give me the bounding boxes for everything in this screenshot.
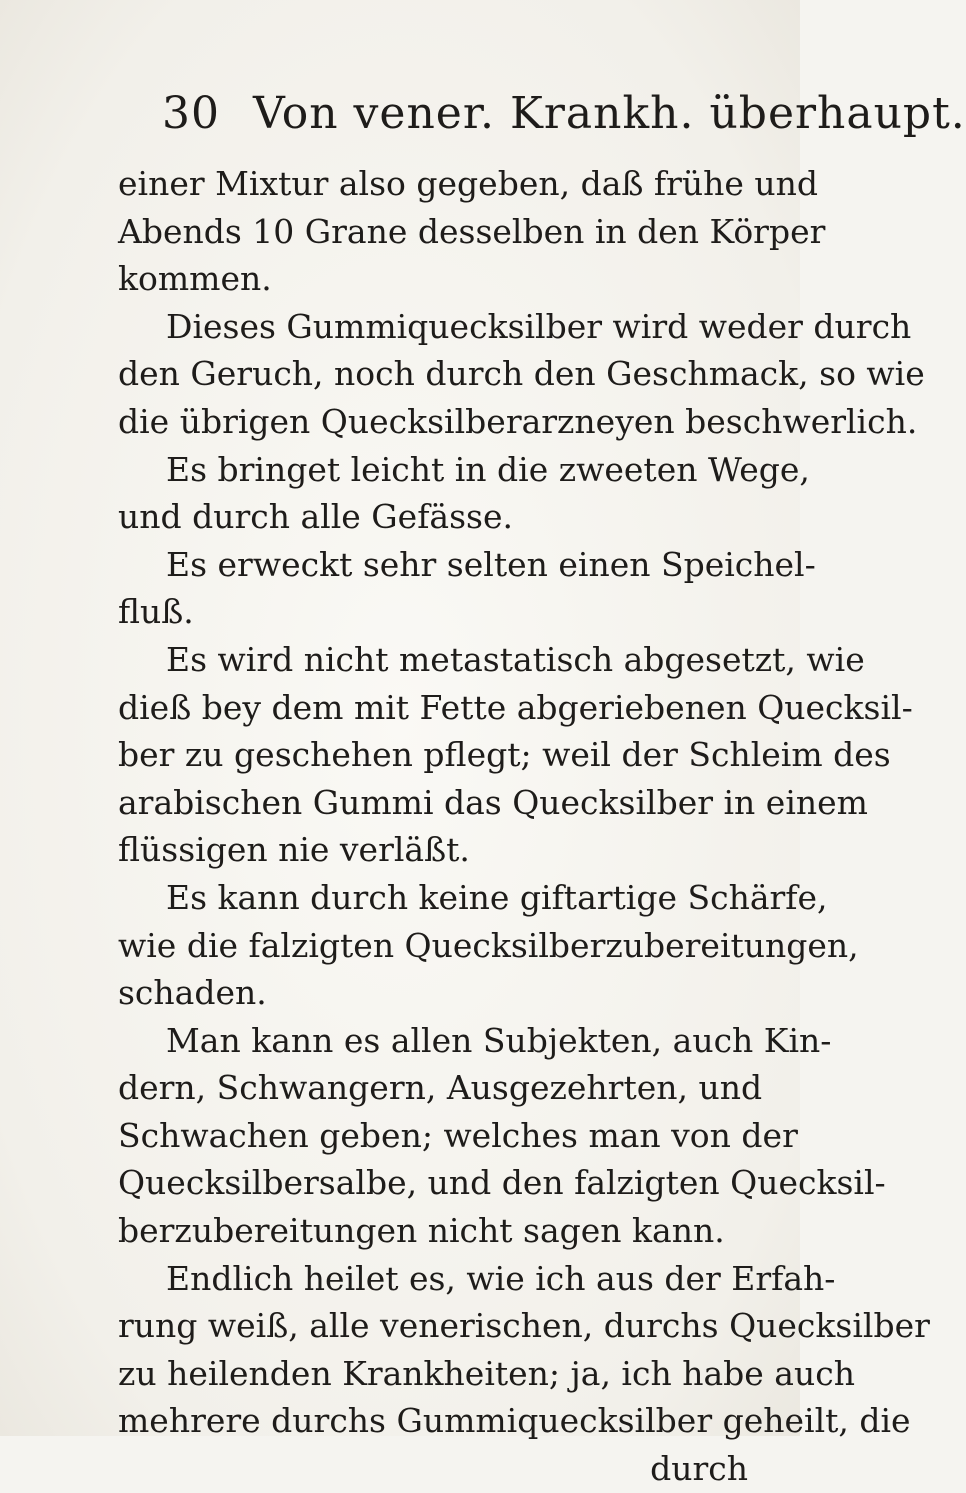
page-header (162, 88, 966, 139)
text-line: und durch alle Gefässe. (118, 497, 513, 537)
text-line: berzubereitungen nicht sagen kann. (118, 1211, 725, 1251)
catchword: durch (650, 1449, 748, 1489)
text-line: fluß. (118, 592, 194, 632)
text-line: kommen. (118, 259, 272, 299)
text-line: einer Mixtur also gegeben, daß frühe und (118, 164, 819, 203)
body-text (118, 160, 930, 1493)
text-line: dieß bey dem mit Fette abgeriebenen Quecksil- (118, 687, 913, 727)
text-line: schaden. (118, 973, 267, 1013)
text-line: Es bringet leicht in die zweeten Wege, (166, 449, 810, 489)
page-number: 30 (162, 88, 220, 139)
text-line: flüssigen nie verläßt. (118, 830, 470, 870)
text-line: Quecksilbersalbe, und den falzigten Quecksil- (118, 1163, 886, 1203)
text-line: den Geruch, noch durch den Geschmack, so wie (118, 354, 925, 394)
text-line: die übrigen Quecksilberarzneyen beschwerlich. (118, 401, 918, 441)
text-line: Endlich heilet es, wie ich aus der Erfah- (166, 1258, 836, 1298)
text-line: Man kann es allen Subjekten, auch Kin- (166, 1020, 832, 1060)
text-line: rung weiß, alle venerischen, durchs Quecksilber (118, 1306, 930, 1346)
text-line: Es wird nicht metastatisch abgesetzt, wie (166, 639, 865, 679)
running-title: Von vener. Krankh. überhaupt. (253, 88, 966, 139)
text-line: Dieses Gummiquecksilber wird weder durch (166, 306, 912, 346)
text-line: zu heilenden Krankheiten; ja, ich habe auch (118, 1353, 855, 1393)
text-line: mehrere durchs Gummiquecksilber geheilt, die (118, 1401, 911, 1441)
text-line: Es erweckt sehr selten einen Speichel- (166, 544, 816, 584)
text-line: wie die falzigten Quecksilberzubereitungen, (118, 925, 859, 965)
text-line: arabischen Gummi das Quecksilber in einem (118, 782, 868, 822)
text-line: dern, Schwangern, Ausgezehrten, und (118, 1068, 763, 1108)
text-line: Schwachen geben; welches man von der (118, 1115, 798, 1155)
text-line: Abends 10 Grane desselben in den Körper (118, 211, 826, 251)
text-line: ber zu geschehen pflegt; weil der Schleim des (118, 735, 891, 775)
text-line: Es kann durch keine giftartige Schärfe, (166, 877, 828, 917)
